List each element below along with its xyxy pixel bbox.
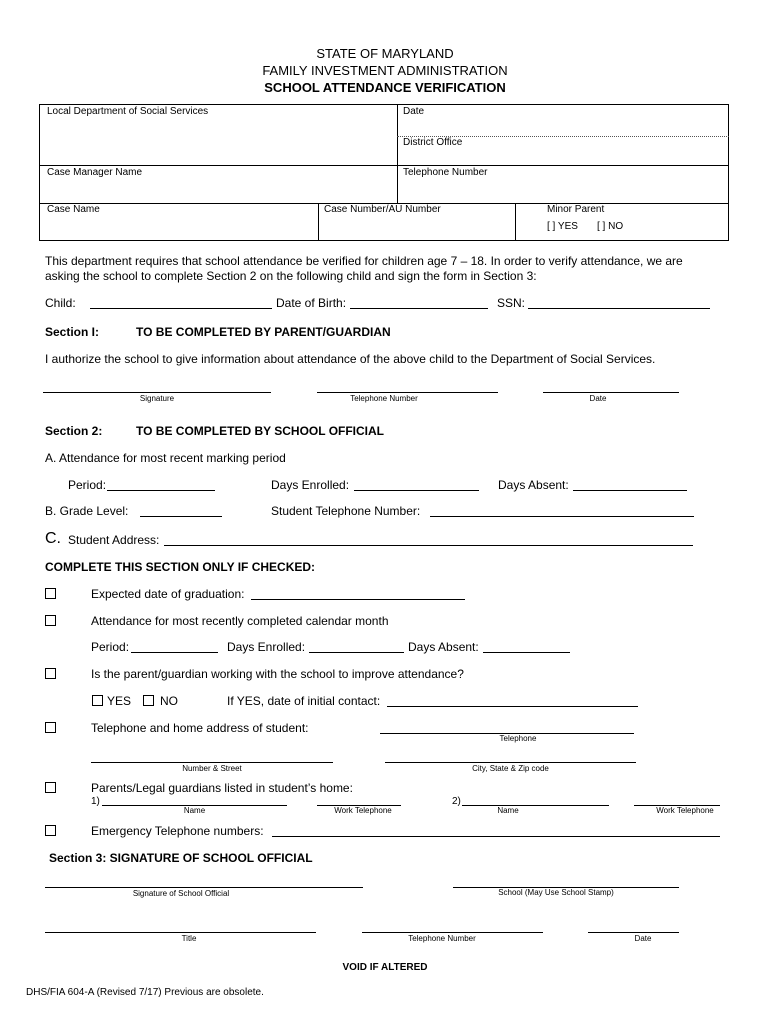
number-street-field[interactable]	[91, 762, 333, 763]
official-telephone-caption: Telephone Number	[408, 934, 476, 943]
student-phone-label: Student Telephone Number:	[271, 504, 421, 518]
graduation-label: Expected date of graduation:	[91, 587, 245, 601]
telephone-label: Telephone Number	[403, 167, 488, 178]
telephone-caption: Telephone Number	[350, 394, 418, 403]
parent-1-name-caption: Name	[183, 806, 206, 815]
days-enrolled-label: Days Enrolled:	[271, 478, 350, 492]
official-title-field[interactable]	[45, 932, 316, 933]
period-field[interactable]	[107, 490, 215, 491]
month-days-enrolled-label: Days Enrolled:	[227, 640, 306, 654]
phone-address-label: Telephone and home address of student:	[91, 721, 309, 735]
parent-telephone-field[interactable]	[317, 392, 498, 393]
parents-checkbox[interactable]	[45, 782, 56, 793]
section2-title: TO BE COMPLETED BY SCHOOL OFFICIAL	[136, 424, 385, 438]
section1-title: TO BE COMPLETED BY PARENT/GUARDIAN	[136, 325, 391, 339]
student-address-field[interactable]	[164, 545, 693, 546]
minor-parent-label: Minor Parent	[547, 204, 605, 215]
ssn-field[interactable]	[528, 308, 710, 309]
attendance-month-label: Attendance for most recently completed calendar month	[91, 614, 389, 628]
telephone-caption-2: Telephone	[499, 734, 537, 743]
improve-no-checkbox[interactable]	[143, 695, 154, 706]
case-manager-label: Case Manager Name	[47, 167, 143, 178]
month-days-absent-label: Days Absent:	[408, 640, 479, 654]
parent-2-work-phone-caption: Work Telephone	[656, 806, 714, 815]
child-label: Child:	[45, 296, 76, 310]
signature-caption: Signature	[139, 394, 175, 403]
case-name-label: Case Name	[47, 204, 100, 215]
official-date-field[interactable]	[588, 932, 679, 933]
intro-line2: asking the school to complete Section 2 on the following child and sign the form in Section 3:	[45, 269, 537, 283]
improve-label: Is the parent/guardian working with the school to improve attendance?	[91, 667, 464, 681]
header-line2: FAMILY INVESTMENT ADMINISTRATION	[262, 63, 508, 78]
improve-checkbox[interactable]	[45, 668, 56, 679]
date-caption: Date	[589, 394, 607, 403]
city-state-zip-field[interactable]	[385, 762, 636, 763]
days-enrolled-field[interactable]	[354, 490, 479, 491]
emergency-field[interactable]	[272, 836, 720, 837]
month-period-label: Period:	[91, 640, 130, 654]
parents-label: Parents/Legal guardians listed in student’s home:	[91, 781, 353, 795]
child-field[interactable]	[90, 308, 272, 309]
official-title-caption: Title	[181, 934, 197, 943]
form-title: SCHOOL ATTENDANCE VERIFICATION	[264, 80, 506, 95]
initial-contact-field[interactable]	[387, 706, 638, 707]
dob-label: Date of Birth:	[276, 296, 347, 310]
month-period-field[interactable]	[131, 652, 218, 653]
attendance-month-checkbox[interactable]	[45, 615, 56, 626]
parent-date-field[interactable]	[543, 392, 679, 393]
section1-text: I authorize the school to give information about attendance of the above child to the Department of Social Services.	[45, 352, 656, 366]
improve-yes-label: YES	[107, 694, 132, 708]
parent-1-work-phone-caption: Work Telephone	[334, 806, 392, 815]
initial-contact-label: If YES, date of initial contact:	[227, 694, 381, 708]
case-info-box	[39, 104, 729, 241]
section3-title: Section 3: SIGNATURE OF SCHOOL OFFICIAL	[49, 851, 313, 865]
section2-label: Section 2:	[45, 424, 103, 438]
number-street-caption: Number & Street	[182, 764, 242, 773]
ssn-label: SSN:	[497, 296, 526, 310]
emergency-label: Emergency Telephone numbers:	[91, 824, 264, 838]
official-signature-field[interactable]	[45, 887, 363, 888]
conditional-heading: COMPLETE THIS SECTION ONLY IF CHECKED:	[45, 560, 316, 574]
official-date-caption: Date	[634, 934, 652, 943]
void-notice: VOID IF ALTERED	[342, 962, 428, 973]
parent-2-name-caption: Name	[497, 806, 519, 815]
month-days-enrolled-field[interactable]	[309, 652, 404, 653]
local-dept-label: Local Department of Social Services	[47, 106, 209, 117]
student-phone-field[interactable]	[430, 516, 694, 517]
case-number-label: Case Number/AU Number	[324, 204, 441, 215]
date-label: Date	[403, 106, 425, 117]
parent-2-number: 2)	[452, 796, 461, 807]
parent-signature-field[interactable]	[43, 392, 271, 393]
month-days-absent-field[interactable]	[483, 652, 570, 653]
official-telephone-field[interactable]	[362, 932, 543, 933]
header-line1: STATE OF MARYLAND	[316, 46, 454, 61]
dob-field[interactable]	[350, 308, 488, 309]
phone-address-checkbox[interactable]	[45, 722, 56, 733]
emergency-checkbox[interactable]	[45, 825, 56, 836]
improve-no-label: NO	[160, 694, 178, 708]
improve-yes-checkbox[interactable]	[92, 695, 103, 706]
item-a: A. Attendance for most recent marking period	[45, 451, 286, 465]
days-absent-label: Days Absent:	[498, 478, 569, 492]
student-address-label: Student Address:	[68, 533, 160, 547]
official-signature-caption: Signature of School Official	[132, 889, 230, 898]
graduation-field[interactable]	[251, 599, 465, 600]
minor-parent-no[interactable]: [ ] NO	[597, 221, 624, 232]
city-state-zip-caption: City, State & Zip code	[472, 764, 549, 773]
minor-parent-yes[interactable]: [ ] YES	[547, 221, 578, 232]
item-c-letter: C.	[45, 530, 61, 547]
period-label: Period:	[68, 478, 107, 492]
district-office-label: District Office	[403, 137, 463, 148]
parent-1-number: 1)	[91, 796, 100, 807]
section1-label: Section I:	[45, 325, 100, 339]
form-id: DHS/FIA 604-A (Revised 7/17) Previous are obsolete.	[26, 987, 264, 998]
item-b: B. Grade Level:	[45, 504, 129, 518]
school-caption: School (May Use School Stamp)	[498, 888, 614, 897]
days-absent-field[interactable]	[573, 490, 687, 491]
intro-line1: This department requires that school attendance be verified for children age 7 – 18. In order to verify attendance, we are	[45, 254, 683, 268]
grade-level-field[interactable]	[140, 516, 222, 517]
graduation-checkbox[interactable]	[45, 588, 56, 599]
